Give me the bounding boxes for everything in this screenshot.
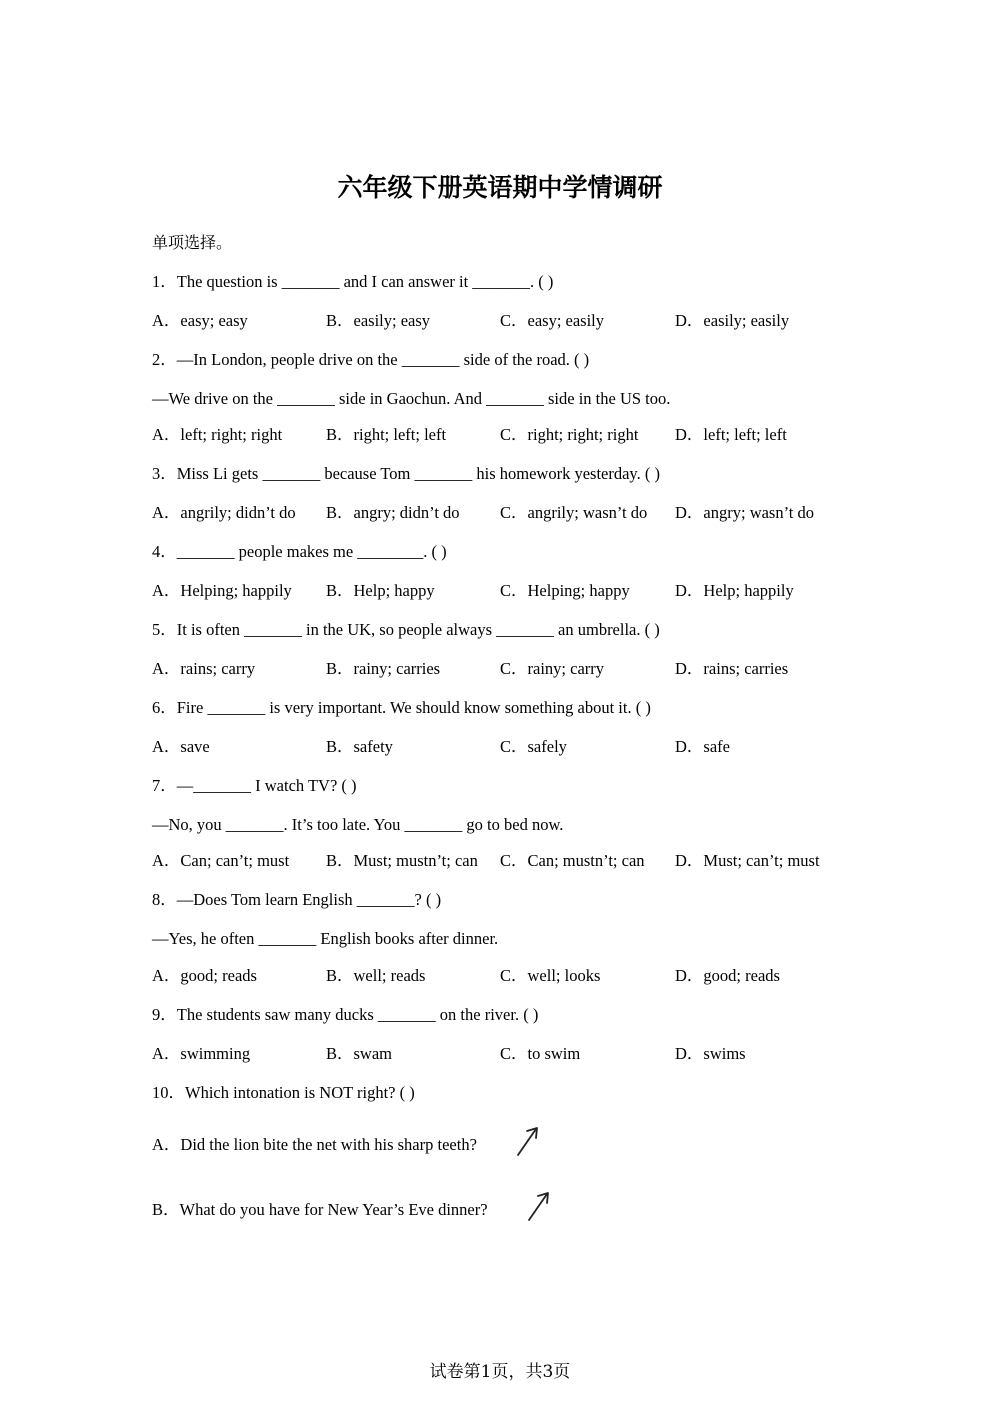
q1-option-d[interactable]: D．easily; easily bbox=[675, 311, 790, 330]
q3-option-a[interactable]: A．angrily; didn’t do bbox=[152, 503, 296, 522]
q6-option-d[interactable]: D．safe bbox=[675, 737, 730, 756]
question-7-options bbox=[152, 851, 852, 871]
q1-option-a[interactable]: A．easy; easy bbox=[152, 311, 248, 330]
question-10-stem: 10．Which intonation is NOT right? ( ) bbox=[152, 1083, 415, 1102]
q6-option-c[interactable]: C．safely bbox=[500, 737, 567, 756]
q10-option-b[interactable]: B．What do you have for New Year’s Eve dinner? bbox=[152, 1200, 488, 1219]
question-2-stem-continued: —We drive on the _______ side in Gaochun. And _______ side in the US too. bbox=[152, 389, 671, 408]
q6-option-a[interactable]: A．save bbox=[152, 737, 210, 756]
q3-option-c[interactable]: C．angrily; wasn’t do bbox=[500, 503, 648, 522]
q5-option-d[interactable]: D．rains; carries bbox=[675, 659, 789, 678]
q2-option-a[interactable]: A．left; right; right bbox=[152, 425, 283, 444]
question-5-stem: 5．It is often _______ in the UK, so people always _______ an umbrella. ( ) bbox=[152, 620, 660, 639]
q1-option-c[interactable]: C．easy; easily bbox=[500, 311, 605, 330]
q5-option-b[interactable]: B．rainy; carries bbox=[326, 659, 441, 678]
section-heading: 单项选择。 bbox=[152, 233, 233, 252]
question-9-stem: 9．The students saw many ducks _______ on the river. ( ) bbox=[152, 1005, 539, 1024]
q9-option-a[interactable]: A．swimming bbox=[152, 1044, 251, 1063]
q3-option-d[interactable]: D．angry; wasn’t do bbox=[675, 503, 815, 522]
q3-option-b[interactable]: B．angry; didn’t do bbox=[326, 503, 460, 522]
q7-option-d[interactable]: D．Must; can’t; must bbox=[675, 851, 820, 870]
q6-option-b[interactable]: B．safety bbox=[326, 737, 393, 756]
rising-arrow-icon bbox=[514, 1124, 542, 1158]
q8-option-a[interactable]: A．good; reads bbox=[152, 966, 257, 985]
q5-option-a[interactable]: A．rains; carry bbox=[152, 659, 256, 678]
question-4-stem: 4．_______ people makes me ________. ( ) bbox=[152, 542, 447, 561]
question-8-stem-continued: —Yes, he often _______ English books after dinner. bbox=[152, 929, 499, 948]
q2-option-d[interactable]: D．left; left; left bbox=[675, 425, 787, 444]
question-2-stem: 2．—In London, people drive on the _______ side of the road. ( ) bbox=[152, 350, 590, 369]
question-6-options bbox=[152, 737, 852, 757]
q7-option-c[interactable]: C．Can; mustn’t; can bbox=[500, 851, 645, 870]
page-footer: 试卷第1页，共3页 bbox=[429, 1362, 571, 1382]
q4-option-a[interactable]: A．Helping; happily bbox=[152, 581, 292, 600]
question-2-options bbox=[152, 425, 852, 445]
question-7-stem: 7．—_______ I watch TV? ( ) bbox=[152, 776, 357, 795]
question-8-stem: 8．—Does Tom learn English _______? ( ) bbox=[152, 890, 442, 909]
question-1-stem: 1．The question is _______ and I can answer it _______. ( ) bbox=[152, 272, 554, 291]
q9-option-c[interactable]: C．to swim bbox=[500, 1044, 581, 1063]
question-1-options bbox=[152, 311, 852, 331]
question-3-stem: 3．Miss Li gets _______ because Tom _______ his homework yesterday. ( ) bbox=[152, 464, 660, 483]
q1-option-b[interactable]: B．easily; easy bbox=[326, 311, 431, 330]
q2-option-c[interactable]: C．right; right; right bbox=[500, 425, 639, 444]
q7-option-b[interactable]: B．Must; mustn’t; can bbox=[326, 851, 478, 870]
q5-option-c[interactable]: C．rainy; carry bbox=[500, 659, 605, 678]
question-8-options bbox=[152, 966, 852, 986]
rising-arrow-icon bbox=[525, 1189, 553, 1223]
q4-option-b[interactable]: B．Help; happy bbox=[326, 581, 435, 600]
question-5-options bbox=[152, 659, 852, 679]
q8-option-c[interactable]: C．well; looks bbox=[500, 966, 601, 985]
q10-option-a[interactable]: A．Did the lion bite the net with his sharp teeth? bbox=[152, 1135, 477, 1154]
q4-option-d[interactable]: D．Help; happily bbox=[675, 581, 794, 600]
question-4-options bbox=[152, 581, 852, 601]
q9-option-d[interactable]: D．swims bbox=[675, 1044, 746, 1063]
q8-option-b[interactable]: B．well; reads bbox=[326, 966, 426, 985]
q4-option-c[interactable]: C．Helping; happy bbox=[500, 581, 630, 600]
q9-option-b[interactable]: B．swam bbox=[326, 1044, 392, 1063]
q8-option-d[interactable]: D．good; reads bbox=[675, 966, 780, 985]
q2-option-b[interactable]: B．right; left; left bbox=[326, 425, 447, 444]
page-title: 六年级下册英语期中学情调研 bbox=[337, 173, 663, 202]
question-9-options bbox=[152, 1044, 852, 1064]
question-6-stem: 6．Fire _______ is very important. We should know something about it. ( ) bbox=[152, 698, 651, 717]
question-7-stem-continued: —No, you _______. It’s too late. You _______ go to bed now. bbox=[152, 815, 564, 834]
question-3-options bbox=[152, 503, 852, 523]
q7-option-a[interactable]: A．Can; can’t; must bbox=[152, 851, 290, 870]
